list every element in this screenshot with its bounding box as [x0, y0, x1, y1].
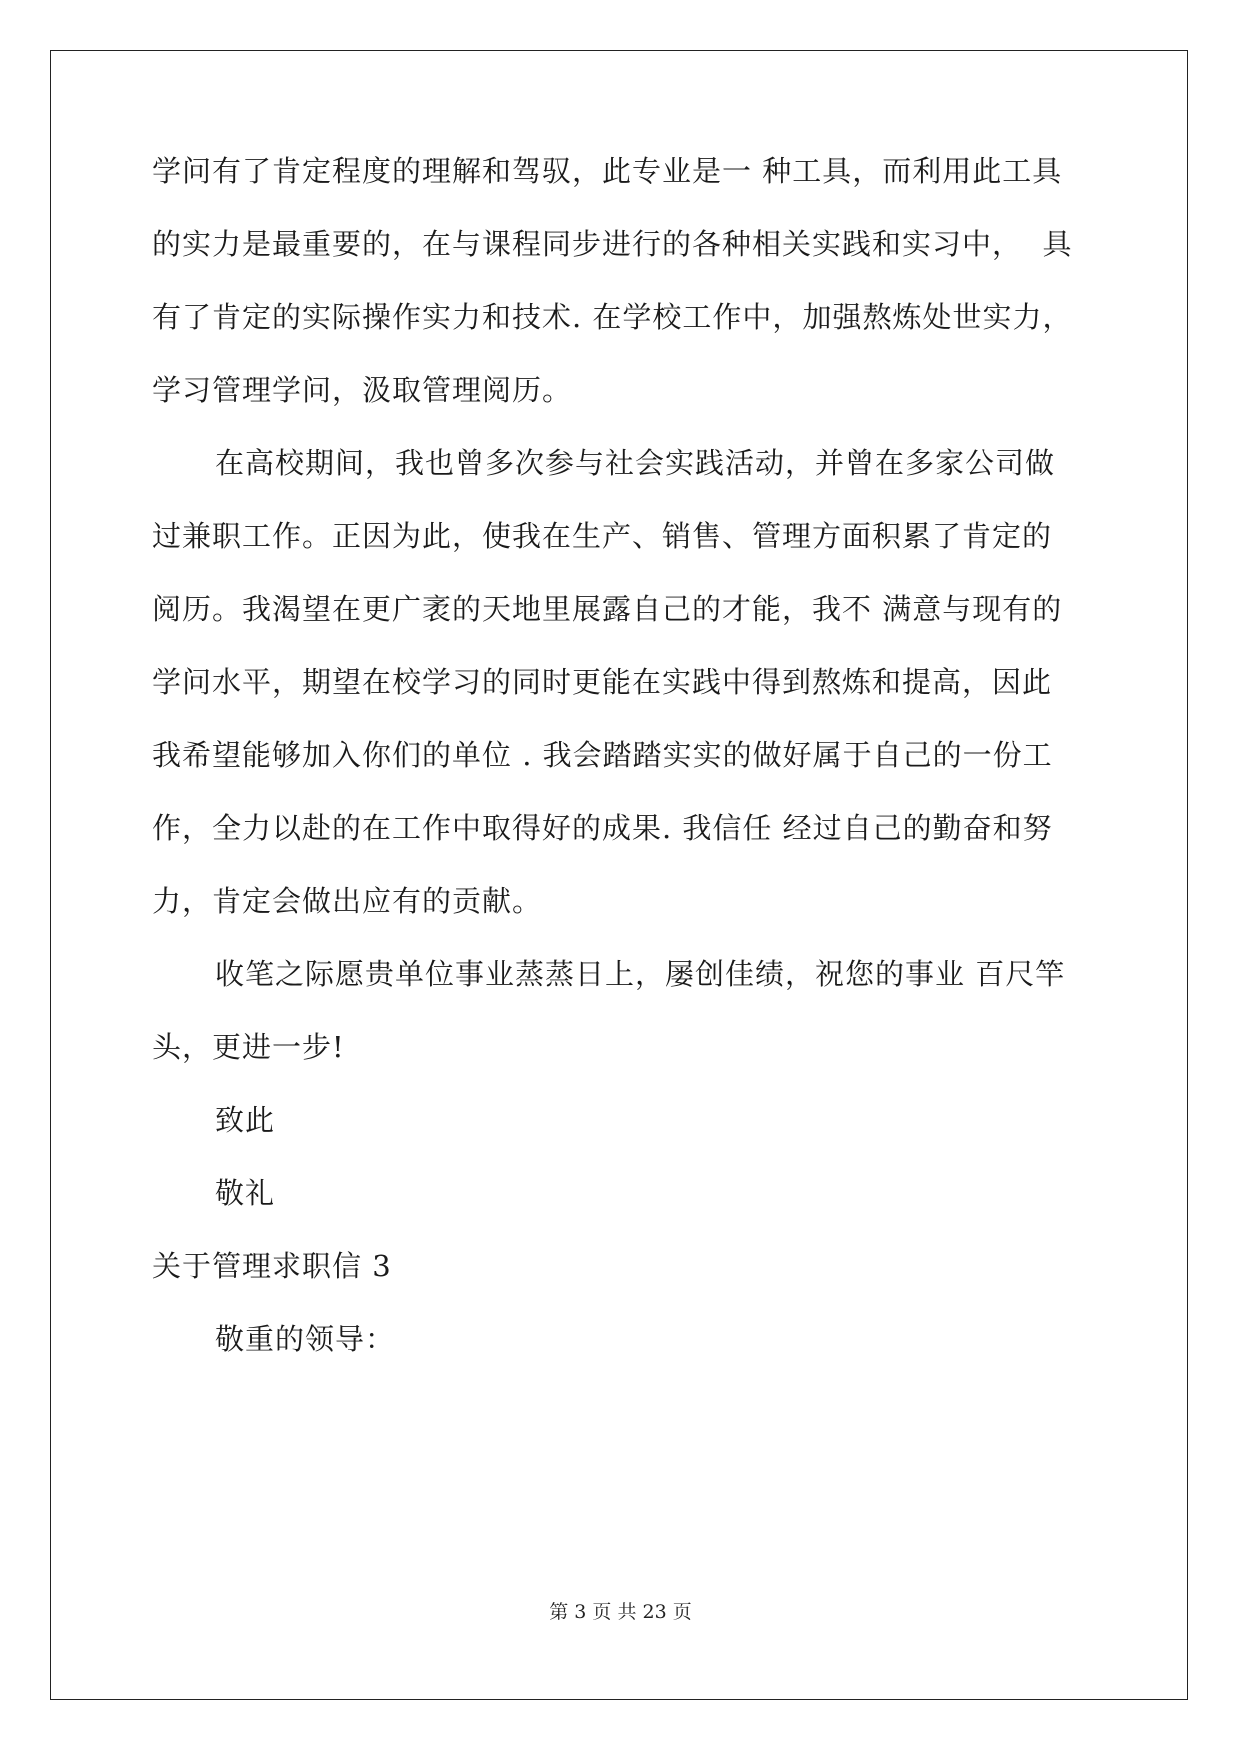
body-line: 作，全力以赴的在工作中取得好的成果. 我信任 经过自己的勤奋和努: [152, 811, 1053, 845]
body-line: 的实力是最重要的，在与课程同步进行的各种相关实践和实习中， 具: [152, 227, 1073, 261]
body-line: 学问水平，期望在校学习的同时更能在实践中得到熬炼和提高，因此: [152, 665, 1053, 699]
closing-line: 致此: [215, 1103, 276, 1137]
body-line: 学习管理学问，汲取管理阅历。: [152, 373, 573, 407]
section-heading: 关于管理求职信 3: [152, 1249, 392, 1283]
body-line: 我希望能够加入你们的单位 . 我会踏踏实实的做好属于自己的一份工: [152, 738, 1053, 772]
salutation-line: 敬礼: [215, 1176, 276, 1210]
page-frame: [50, 50, 1188, 1700]
body-line: 头，更进一步!: [152, 1030, 345, 1064]
body-line: 过兼职工作。正因为此，使我在生产、销售、管理方面积累了肯定的: [152, 519, 1053, 553]
body-line: 力，肯定会做出应有的贡献。: [152, 884, 543, 918]
body-line: 有了肯定的实际操作实力和技术. 在学校工作中，加强熬炼处世实力，: [152, 300, 1073, 334]
body-line: 学问有了肯定程度的理解和驾驭，此专业是一 种工具，而利用此工具: [152, 154, 1063, 188]
paragraph-start-line: 收笔之际愿贵单位事业蒸蒸日上，屡创佳绩，祝您的事业 百尺竿: [215, 957, 1066, 991]
page-number-footer: 第 3 页 共 23 页: [549, 1601, 692, 1623]
greeting-line: 敬重的领导：: [215, 1322, 396, 1356]
paragraph-start-line: 在高校期间，我也曾多次参与社会实践活动，并曾在多家公司做: [215, 446, 1056, 480]
body-line: 阅历。我渴望在更广袤的天地里展露自己的才能，我不 满意与现有的: [152, 592, 1063, 626]
